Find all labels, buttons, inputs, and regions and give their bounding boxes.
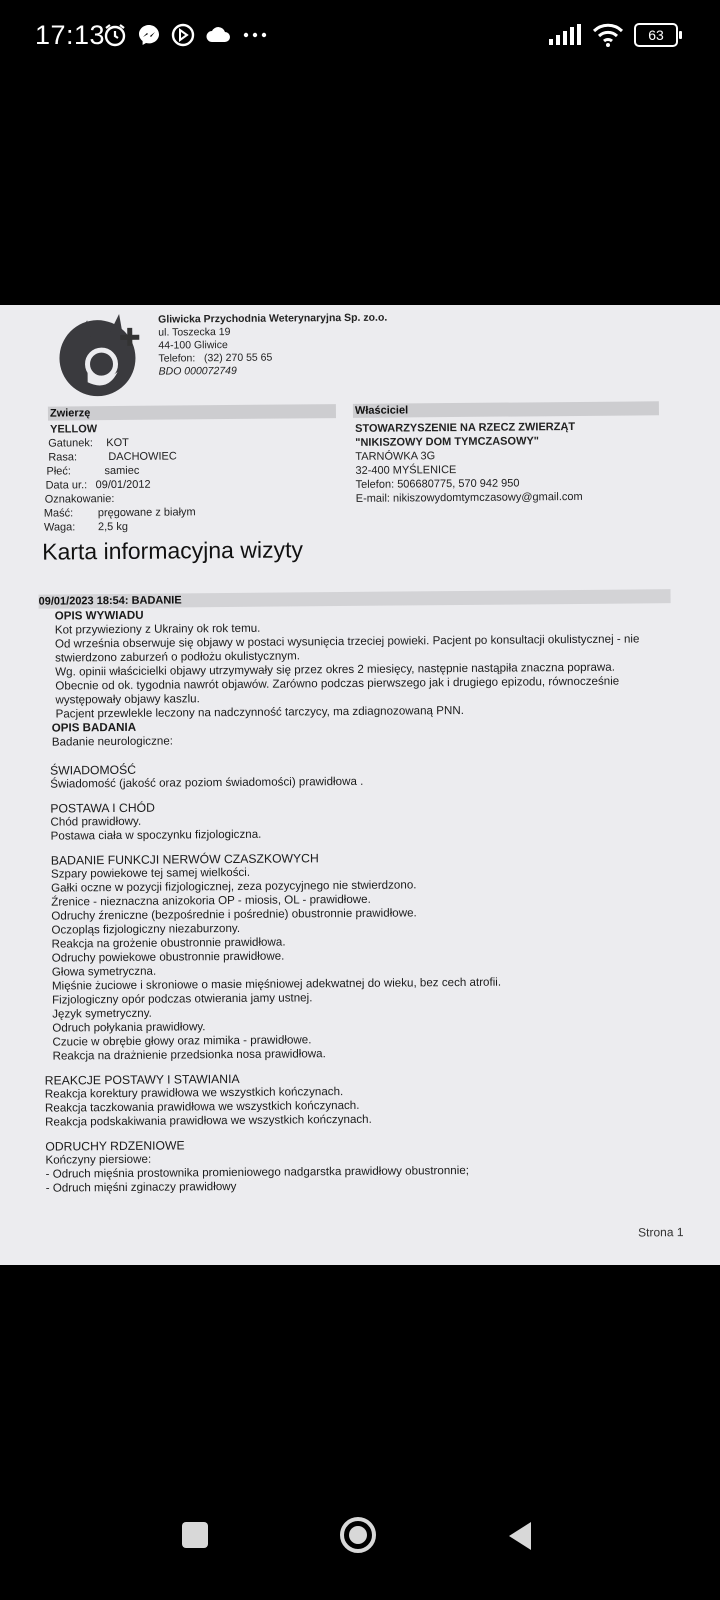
section-line: Świadomość (jakość oraz poziom świadomości) prawidłowa . <box>50 774 364 791</box>
section-line: Odruch połykania prawidłowy. <box>52 1020 206 1035</box>
system-icons <box>548 22 678 48</box>
animal-name: YELLOW <box>50 423 98 436</box>
animal-dob: 09/01/2012 <box>95 478 151 492</box>
section-line: Język symetryczny. <box>52 1006 152 1021</box>
animal-info <box>43 421 196 534</box>
animal-header: Zwierzę <box>48 404 336 421</box>
animal-weight: 2,5 kg <box>97 520 128 534</box>
section-line: Odruchy źreniczne (bezpośrednie i pośrednie) obustronnie prawidłowe. <box>51 906 417 923</box>
section-title: ŚWIADOMOŚĆ <box>50 762 137 778</box>
clinic-street: ul. Toszecka 19 <box>158 325 231 339</box>
owner-info <box>355 420 583 506</box>
section-line: Postawa ciała w spoczynku fizjologiczna. <box>50 827 262 843</box>
interview-line: Obecnie od ok. tygodnia nawrót objawów. Zarówno podczas pierwszego jak i drugiego epizodu, równocześnie występowały objawy kaszlu. <box>55 674 620 707</box>
interview-title: OPIS WYWIADU <box>54 608 144 623</box>
section-line: - Odruch mięśni zginaczy prawidłowy <box>45 1179 237 1195</box>
section-line: Odruchy powiekowe obustronnie prawidłowe. <box>51 949 285 965</box>
animal-coat: pręgowane z białym <box>97 506 196 520</box>
page-number: Strona 1 <box>638 1225 684 1240</box>
section-title: REAKCJE POSTAWY I STAWIANIA <box>44 1071 240 1088</box>
animal-breed-label: Rasa: <box>48 451 78 464</box>
battery-icon <box>634 23 678 47</box>
animal-sex-label: Płeć: <box>46 465 71 478</box>
section-line: Gałki oczne w pozycji fizjologicznej, zeza pozycyjnego nie stwierdzono. <box>51 878 417 895</box>
clinic-logo-icon <box>57 310 144 401</box>
interview-line: Wg. opinii właścicielki objawy utrzymywały się przez okres 2 miesięcy, następnie nastąpiła znaczna poprawa. <box>55 660 615 679</box>
section-line: Szpary powiekowe tej samej wielkości. <box>50 865 251 881</box>
clinic-info <box>158 312 388 379</box>
messenger-icon <box>136 22 162 48</box>
status-bar <box>0 0 720 74</box>
section-line: Kończyny piersiowe: <box>45 1152 152 1167</box>
clinic-name: Gliwicka Przychodnia Weterynaryjna Sp. zo.o. <box>158 311 388 326</box>
animal-species-label: Gatunek: <box>48 437 93 450</box>
owner-name-1: STOWARZYSZENIE NA RZECZ ZWIERZĄT <box>355 420 576 435</box>
section-line: Oczopląs fizjologiczny niezaburzony. <box>51 921 241 937</box>
home-circle-icon[interactable] <box>339 1516 377 1554</box>
exam-intro: Badanie neurologiczne: <box>51 734 174 749</box>
animal-species: KOT <box>106 436 129 450</box>
section-line: Źrenice - nieznaczna anizokoria OP - miosis, OL - prawidłowe. <box>51 892 371 909</box>
section-line: Mięśnie żuciowe i skroniowe o masie mięśniowej adekwatnej do wieku, bez cech atrofii. <box>51 975 502 993</box>
section-line: Głowa symetryczna. <box>51 964 157 979</box>
owner-address-1: TARNÓWKA 3G <box>355 450 436 463</box>
owner-name-2: "NIKISZOWY DOM TYMCZASOWY" <box>355 435 540 449</box>
document-title: Karta informacyjna wizyty <box>42 536 304 565</box>
section-line: Fizjologiczny opór podczas otwierania jamy ustnej. <box>52 991 313 1007</box>
animal-marking-label: Oznakowanie: <box>44 493 115 506</box>
notification-icons <box>102 22 270 48</box>
interview-line: Od września obserwuje się objawy w postaci wysunięcia trzeciej powieki. Pacjent po konsultacji okulistycznej - nie stwierdzono zaburzeń o podłożu okulistycznym. <box>54 632 640 665</box>
clinic-phone-label: Telefon: <box>158 352 196 365</box>
section-line: - Odruch mięśnia prostownika promieniowego nadgarstka prawidłowy obustronnie; <box>45 1163 470 1181</box>
signal-icon <box>548 23 582 47</box>
animal-weight-label: Waga: <box>43 521 76 534</box>
document-sheet <box>0 305 720 1265</box>
section-title: BADANIE FUNKCJI NERWÓW CZASZKOWYCH <box>50 851 319 868</box>
play-circle-icon <box>170 22 196 48</box>
section-title: POSTAWA I CHÓD <box>50 800 155 816</box>
section-title: ODRUCHY RDZENIOWE <box>45 1138 185 1154</box>
section-line: Reakcja na drażnienie przedsionka nosa prawidłowa. <box>52 1047 326 1063</box>
section-line: Reakcja taczkowania prawidłowa we wszystkich kończynach. <box>44 1098 360 1115</box>
exam-title: OPIS BADANIA <box>51 720 137 735</box>
owner-header: Właściciel <box>353 401 659 418</box>
navigation-bar <box>0 1490 720 1600</box>
section-line: Czucie w obrębie głowy oraz mimika - prawidłowe. <box>52 1033 312 1049</box>
section-line: Reakcja korektury prawidłowa we wszystkich kończynach. <box>44 1085 344 1101</box>
alarm-icon <box>102 22 128 48</box>
owner-address-2: 32-400 MYŚLENICE <box>355 464 457 477</box>
section-line: Reakcja na grożenie obustronnie prawidłowa. <box>51 935 286 951</box>
interview-line: Pacjent przewlekle leczony na nadczynność tarczycy, ma zdiagnozowaną PNN. <box>55 703 464 721</box>
wifi-icon <box>592 22 624 48</box>
clinic-bdo: BDO 000072749 <box>158 364 237 378</box>
owner-email: E-mail: nikiszowydomtymczasowy@gmail.com <box>355 490 583 505</box>
document-photo[interactable] <box>0 305 720 1265</box>
status-time: 17:13 <box>35 20 106 50</box>
visit-header: 09/01/2023 18:54: BADANIE <box>39 589 671 609</box>
back-triangle-icon[interactable] <box>505 1520 535 1552</box>
animal-coat-label: Maść: <box>43 507 74 520</box>
clinic-phone: (32) 270 55 65 <box>203 351 273 365</box>
animal-breed: DACHOWIEC <box>108 450 177 464</box>
animal-dob-label: Data ur.: <box>45 479 88 492</box>
owner-phone: Telefon: 506680775, 570 942 950 <box>355 477 520 491</box>
recents-square-icon[interactable] <box>180 1520 210 1550</box>
clinic-city: 44-100 Gliwice <box>158 339 228 352</box>
battery-level: 63 <box>648 27 664 43</box>
animal-sex: samiec <box>104 464 140 478</box>
visit-body <box>41 604 676 1195</box>
interview-line: Kot przywieziony z Ukrainy ok rok temu. <box>54 621 261 637</box>
section-line: Reakcja podskakiwania prawidłowa we wszystkich kończynach. <box>45 1112 372 1129</box>
cloud-icon <box>204 22 232 48</box>
more-dots-icon <box>240 22 270 48</box>
section-line: Chód prawidłowy. <box>50 814 142 829</box>
